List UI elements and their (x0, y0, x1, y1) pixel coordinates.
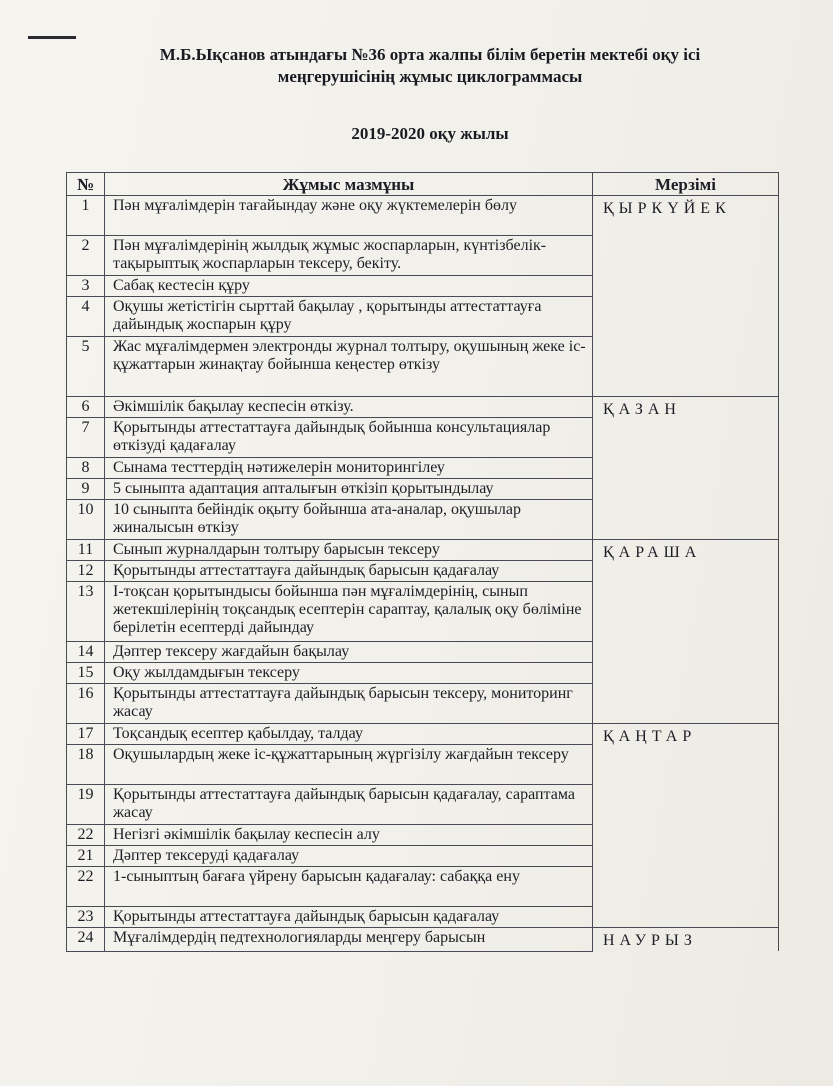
row-content: Қорытынды аттестаттауға дайындық барысын қадағалау (105, 907, 593, 928)
row-number: 7 (67, 418, 105, 458)
row-content: Қорытынды аттестаттауға дайындық бойынша консультациялар өткізуді қадағалау (105, 418, 593, 458)
row-number: 17 (67, 724, 105, 745)
month-november: ҚАРАША (593, 540, 779, 724)
header-num: № (67, 173, 105, 196)
table-row (67, 397, 779, 418)
row-number: 16 (67, 684, 105, 724)
row-content: Қорытынды аттестаттауға дайындық барысын қадағалау, сараптама жасау (105, 785, 593, 825)
row-number: 4 (67, 297, 105, 337)
row-content: Пән мұғалімдерінің жылдық жұмыс жоспарларын, күнтізбелік-тақырыптық жоспарларын тексеру, бекіту. (105, 236, 593, 276)
row-content: Қорытынды аттестаттауға дайындық барысын қадағалау (105, 561, 593, 582)
row-content: Оқу жылдамдығын тексеру (105, 663, 593, 684)
month-march: НАУРЫЗ (593, 928, 779, 952)
row-content: Жас мұғалімдермен электронды журнал толтыру, оқушының жеке іс-құжаттарын жинақтау бойынша кеңестер өткізу (105, 337, 593, 397)
cyclogram-table (66, 172, 779, 952)
row-number: 15 (67, 663, 105, 684)
row-content: 1-сыныптың бағаға үйрену барысын қадағалау: сабаққа ену (105, 867, 593, 907)
table-row (67, 724, 779, 745)
row-content: І-тоқсан қорытындысы бойынша пән мұғалімдерінің, сынып жетекшілерінің тоқсандық есептерін сараптау, қалалық оқу бөліміне берілетін есептерді дайындау (105, 582, 593, 642)
row-content: Сынып журналдарын толтыру барысын тексеру (105, 540, 593, 561)
row-number: 21 (67, 846, 105, 867)
row-number: 22 (67, 867, 105, 907)
row-content: Сабақ кестесін құру (105, 276, 593, 297)
row-number: 24 (67, 928, 105, 952)
table-row (67, 928, 779, 952)
table-row (67, 196, 779, 236)
row-number: 1 (67, 196, 105, 236)
document-title-line-1: М.Б.Ықсанов атындағы №36 орта жалпы білім беретін мектебі оқу ісі (159, 45, 701, 64)
margin-mark (28, 36, 76, 39)
row-number: 10 (67, 500, 105, 540)
month-october: ҚАЗАН (593, 397, 779, 540)
row-number: 9 (67, 479, 105, 500)
row-number: 22 (67, 825, 105, 846)
row-number: 5 (67, 337, 105, 397)
row-number: 3 (67, 276, 105, 297)
table-row (67, 540, 779, 561)
academic-year: 2019-2020 оқу жылы (351, 124, 509, 143)
row-number: 18 (67, 745, 105, 785)
row-number: 19 (67, 785, 105, 825)
row-number: 6 (67, 397, 105, 418)
row-content: Оқушылардың жеке іс-құжаттарының жүргізілу жағдайын тексеру (105, 745, 593, 785)
month-january: ҚАҢТАР (593, 724, 779, 928)
row-content: 5 сыныпта адаптация апталығын өткізіп қорытындылау (105, 479, 593, 500)
row-number: 13 (67, 582, 105, 642)
row-number: 12 (67, 561, 105, 582)
table-header-row (67, 173, 779, 196)
row-number: 2 (67, 236, 105, 276)
document-title-line-2: меңгерушісінің жұмыс циклограммасы (277, 67, 583, 86)
row-content: Қорытынды аттестаттауға дайындық барысын тексеру, мониторинг жасау (105, 684, 593, 724)
header-deadline: Мерзімі (593, 173, 779, 196)
row-content: Әкімшілік бақылау кеспесін өткізу. (105, 397, 593, 418)
row-number: 11 (67, 540, 105, 561)
month-september: ҚЫРКҮЙЕК (593, 196, 779, 397)
row-content: Сынама тесттердің нәтижелерін мониторингілеу (105, 458, 593, 479)
row-content: Дәптер тексеруді қадағалау (105, 846, 593, 867)
row-content: Мұғалімдердің педтехнологияларды меңгеру барысын (105, 928, 593, 952)
row-content: Негізгі әкімшілік бақылау кеспесін алу (105, 825, 593, 846)
row-content: Пән мұғалімдерін тағайындау және оқу жүктемелерін бөлу (105, 196, 593, 236)
row-number: 8 (67, 458, 105, 479)
row-number: 14 (67, 642, 105, 663)
row-content: Оқушы жетістігін сырттай бақылау , қорытынды аттестаттауға дайындық жоспарын құру (105, 297, 593, 337)
row-number: 23 (67, 907, 105, 928)
row-content: Дәптер тексеру жағдайын бақылау (105, 642, 593, 663)
row-content: 10 сыныпта бейіндік оқыту бойынша ата-аналар, оқушылар жиналысын өткізу (105, 500, 593, 540)
header-content: Жұмыс мазмұны (105, 173, 593, 196)
row-content: Тоқсандық есептер қабылдау, талдау (105, 724, 593, 745)
